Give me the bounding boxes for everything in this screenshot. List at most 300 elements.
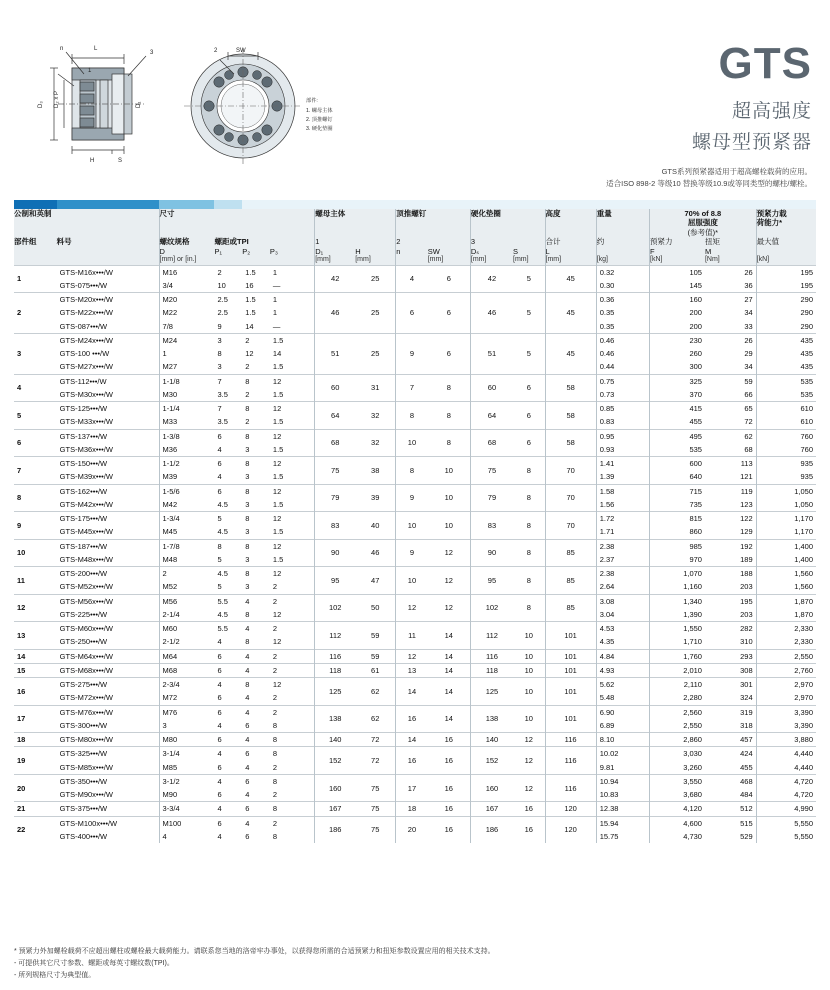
desc-line-1: GTS系列预紧器适用于超高螺栓载荷的应用。 [661, 167, 812, 176]
row-p3: 1.5 [272, 362, 284, 372]
row-thread-spec: 1 [159, 347, 214, 360]
row-screw-n: 14 [396, 678, 428, 706]
row-p3: 12 [270, 678, 315, 692]
row-torque: 62 [705, 429, 756, 443]
row-washer-s: 16 [513, 802, 545, 816]
row-part-number: GTS-M39x•••/W [59, 472, 113, 482]
sym-P1: P₁ [214, 246, 223, 256]
row-thread-spec: 2-3/4 [159, 678, 214, 692]
row-p1: 5.5 [214, 594, 242, 608]
row-screw-sw: 10 [428, 484, 471, 512]
row-p2: 4 [245, 693, 250, 703]
row-washer-ds: 79 [470, 484, 513, 512]
row-height-l: 45 [545, 333, 596, 374]
row-washer-s: 12 [513, 733, 545, 747]
row-max-capacity: 5,550 [756, 830, 816, 843]
row-p2: 2 [242, 333, 270, 347]
row-screw-sw: 6 [428, 333, 471, 374]
table-row [14, 747, 816, 761]
row-p2: 4 [242, 705, 270, 719]
row-nut-d1: 112 [315, 622, 356, 650]
sym-P2: P₂ [242, 246, 251, 256]
row-weight: 0.35 [596, 320, 649, 334]
row-part-number: GTS-137•••/W [57, 429, 159, 443]
row-group-number: 20 [14, 774, 57, 802]
row-p3: 12 [270, 512, 315, 526]
row-group-number: 21 [14, 802, 57, 816]
row-p3: 14 [272, 349, 282, 359]
row-torque: 33 [744, 321, 753, 331]
row-weight: 2.38 [596, 567, 649, 581]
footnote-3: - 所列规格尺寸为典型值。 [14, 972, 96, 980]
row-thread-spec: 2-1/2 [159, 635, 214, 649]
row-thread-spec: M72 [159, 691, 214, 705]
row-torque: 319 [705, 705, 756, 719]
row-p3: 12 [270, 374, 315, 388]
row-p3: 1.5 [272, 389, 284, 399]
row-part-number: GTS-187•••/W [57, 539, 159, 553]
row-thread-spec: 3-1/2 [159, 774, 214, 788]
row-washer-ds: 186 [470, 816, 513, 843]
row-screw-sw: 8 [428, 374, 471, 402]
row-p2: 8 [245, 609, 250, 619]
label-SW: SW [236, 48, 246, 54]
row-p3: 8 [270, 733, 315, 747]
row-preload: 3,680 [650, 788, 705, 802]
row-p1: 4.5 [217, 499, 228, 509]
row-max-capacity: 195 [756, 279, 816, 293]
row-height-l: 85 [545, 567, 596, 595]
row-weight: 3.04 [596, 608, 649, 622]
row-screw-n: 9 [396, 539, 428, 567]
unit-H: [mm] [355, 255, 371, 263]
row-max-capacity: 195 [756, 265, 816, 279]
row-group-number: 17 [14, 705, 57, 733]
row-part-number: GTS-125•••/W [57, 402, 159, 416]
row-p1: 3 [217, 362, 222, 372]
row-nut-d1: 140 [315, 733, 356, 747]
row-height-l: 116 [545, 774, 596, 802]
table-row [14, 678, 816, 692]
row-thread-spec: M24 [159, 333, 214, 347]
row-screw-n: 10 [396, 512, 428, 540]
grp-strength-l3: (参考值)* [687, 227, 719, 237]
row-preload: 735 [650, 498, 705, 512]
row-torque: 455 [740, 762, 753, 772]
footnote-1: * 预紧力外加螺栓载荷不应超出螺柱或螺栓最大载荷能力。请联系您当地的洛帝牢办事处，以获得您所需的合适预紧力和扭矩参数设置应用的相关技术支持。 [14, 948, 495, 956]
grp-capacity [756, 209, 816, 237]
row-nut-h: 62 [355, 705, 396, 733]
row-preload: 860 [650, 525, 705, 539]
row-preload: 2,010 [650, 663, 705, 677]
sub-col-3: 3 [470, 237, 545, 246]
row-screw-sw: 6 [428, 293, 471, 334]
row-washer-ds: 160 [470, 774, 513, 802]
row-part-number: GTS-375•••/W [57, 802, 159, 816]
row-washer-s: 8 [513, 457, 545, 485]
sub-pitch-tpi: 螺距或TPI [214, 237, 249, 247]
row-nut-h: 25 [355, 265, 396, 293]
row-torque: 129 [740, 527, 753, 537]
row-height-l: 120 [545, 802, 596, 816]
row-washer-ds: 140 [470, 733, 513, 747]
row-washer-s: 12 [513, 774, 545, 802]
row-screw-sw: 16 [428, 816, 471, 843]
row-thread-spec: M27 [159, 360, 214, 374]
row-p1: 6 [214, 429, 242, 443]
row-washer-ds: 64 [470, 402, 513, 430]
row-washer-s: 10 [513, 678, 545, 706]
row-max-capacity: 3,880 [756, 733, 816, 747]
group-header-row [14, 209, 816, 237]
row-height-l: 70 [545, 484, 596, 512]
row-torque: 26 [705, 265, 756, 279]
row-preload: 4,120 [650, 802, 705, 816]
row-preload: 1,160 [650, 580, 705, 594]
row-nut-h: 75 [355, 802, 396, 816]
row-group-number: 2 [14, 293, 57, 334]
row-height-l: 85 [545, 594, 596, 622]
table-row [14, 429, 816, 443]
row-group-number: 14 [14, 649, 57, 663]
row-washer-ds: 42 [470, 265, 513, 293]
row-part-number: GTS-400•••/W [59, 831, 108, 841]
row-p3: 1 [272, 308, 278, 318]
row-washer-s: 8 [513, 512, 545, 540]
table-row [14, 333, 816, 347]
row-thread-spec: 3/4 [159, 279, 214, 293]
desc-line-2: 适合ISO 898-2 等级10 替换等级10.9或等同类型的螺柱/螺栓。 [606, 179, 812, 188]
row-height-l: 120 [545, 816, 596, 843]
row-weight: 4.93 [596, 663, 649, 677]
accent-seg-1 [14, 200, 57, 209]
row-part-number: GTS-175•••/W [57, 512, 159, 526]
row-p3: — [272, 280, 281, 290]
row-thread-spec: M56 [159, 594, 214, 608]
row-thread-spec: M30 [159, 388, 214, 402]
unit-blank-2 [57, 256, 159, 265]
row-preload: 2,550 [650, 719, 705, 733]
row-part-number: GTS-M64x•••/W [57, 649, 159, 663]
row-p3: 2 [272, 790, 278, 800]
row-part-number: GTS-M52x•••/W [59, 582, 113, 592]
row-group-number: 13 [14, 622, 57, 650]
row-screw-sw: 6 [428, 265, 471, 293]
label-1: 1 [88, 68, 92, 74]
product-drawing [28, 30, 388, 180]
row-p2: 14 [245, 321, 254, 331]
row-group-number: 22 [14, 816, 57, 843]
row-p1: 3.5 [217, 417, 228, 427]
row-p1: 5 [217, 582, 222, 592]
row-nut-d1: 102 [315, 594, 356, 622]
row-thread-spec: M100 [159, 816, 214, 830]
row-max-capacity: 535 [756, 374, 816, 388]
row-thread-spec: M45 [159, 525, 214, 539]
table-row [14, 265, 816, 279]
row-max-capacity: 2,550 [756, 649, 816, 663]
row-p3: 1.5 [272, 499, 284, 509]
row-p1: 6 [214, 733, 242, 747]
row-nut-d1: 83 [315, 512, 356, 540]
row-p2: 8 [242, 374, 270, 388]
row-weight: 10.83 [596, 788, 649, 802]
row-nut-d1: 75 [315, 457, 356, 485]
row-thread-spec: 1-3/8 [159, 429, 214, 443]
row-nut-h: 32 [355, 429, 396, 457]
row-nut-h: 25 [355, 333, 396, 374]
row-preload: 1,760 [650, 649, 705, 663]
row-nut-h: 59 [355, 649, 396, 663]
row-torque: 34 [744, 362, 753, 372]
row-nut-d1: 125 [315, 678, 356, 706]
grp-hard-washer: 硬化垫圈 [470, 209, 545, 237]
row-p1: 2 [214, 265, 242, 279]
row-screw-n: 14 [396, 733, 428, 747]
row-p3: 2 [270, 816, 315, 830]
row-part-number: GTS-M33x•••/W [59, 417, 113, 427]
row-nut-h: 25 [355, 293, 396, 334]
row-washer-ds: 116 [470, 649, 513, 663]
row-washer-ds: 95 [470, 567, 513, 595]
row-p3: 2 [270, 594, 315, 608]
row-torque: 293 [705, 649, 756, 663]
row-screw-n: 20 [396, 816, 428, 843]
row-thread-spec: M22 [159, 306, 214, 319]
row-nut-d1: 68 [315, 429, 356, 457]
row-preload: 3,030 [650, 747, 705, 761]
row-preload: 260 [650, 347, 705, 360]
row-p2: 8 [242, 457, 270, 471]
row-part-number: GTS-087•••/W [59, 321, 108, 331]
row-nut-d1: 90 [315, 539, 356, 567]
row-torque: 203 [740, 582, 753, 592]
row-p1: 4.5 [214, 567, 242, 581]
label-H: H [90, 158, 95, 164]
row-p2: 1.5 [242, 293, 270, 307]
row-p1: 4 [217, 831, 222, 841]
row-torque: 515 [705, 816, 756, 830]
grp-strength-l1: 70% of 8.8 [684, 209, 722, 218]
unit-Ds: [mm] [470, 256, 513, 265]
row-preload: 715 [650, 484, 705, 498]
row-part-number: GTS-M85x•••/W [59, 762, 113, 772]
row-screw-n: 16 [396, 705, 428, 733]
row-torque: 282 [705, 622, 756, 636]
row-washer-ds: 60 [470, 374, 513, 402]
row-nut-h: 40 [355, 512, 396, 540]
row-screw-n: 16 [396, 747, 428, 775]
row-p2: 1.5 [245, 308, 256, 318]
row-screw-sw: 8 [428, 402, 471, 430]
row-washer-s: 8 [513, 484, 545, 512]
row-max-capacity: 4,440 [756, 747, 816, 761]
row-p1: 6 [214, 484, 242, 498]
row-p2: 2 [245, 362, 250, 372]
row-preload: 415 [650, 402, 705, 416]
row-p3: 12 [270, 484, 315, 498]
row-height-l: 116 [545, 747, 596, 775]
row-thread-spec: M36 [159, 443, 214, 457]
row-screw-n: 13 [396, 663, 428, 677]
row-p2: 8 [242, 539, 270, 553]
row-p1: 6 [214, 816, 242, 830]
sym-Ds: Dₛ [470, 247, 513, 256]
row-p2: 6 [242, 774, 270, 788]
row-p1: 8 [217, 349, 222, 359]
row-preload: 1,710 [650, 635, 705, 649]
row-nut-h: 38 [355, 457, 396, 485]
row-torque: 301 [705, 678, 756, 692]
row-preload: 2,560 [650, 705, 705, 719]
unit-kg: [kg] [596, 256, 649, 265]
unit-SW: [mm] [427, 255, 444, 263]
row-part-number: GTS-M22x•••/W [59, 308, 113, 318]
sym-kg-blank [596, 247, 649, 256]
row-washer-s: 5 [513, 265, 545, 293]
row-screw-n: 4 [396, 265, 428, 293]
legend-item-3: 3. 硬化垫圈 [306, 126, 333, 132]
grp-capacity-l1: 预紧力载 [756, 209, 787, 218]
row-preload: 455 [650, 415, 705, 429]
row-thread-spec: M60 [159, 622, 214, 636]
unit-n [396, 256, 428, 265]
row-thread-spec: 1-1/2 [159, 457, 214, 471]
grp-weight: 重量 [596, 209, 649, 237]
unit-blank-1 [14, 256, 57, 265]
row-group-number: 7 [14, 457, 57, 485]
sub-part-no: 料号 [56, 237, 72, 247]
row-screw-sw: 14 [428, 678, 471, 706]
row-p3: 8 [270, 774, 315, 788]
row-washer-s: 6 [513, 374, 545, 402]
row-weight: 15.94 [596, 816, 649, 830]
row-preload: 370 [650, 388, 705, 402]
row-p3: 2 [270, 649, 315, 663]
row-p3: 1.5 [272, 527, 284, 537]
row-part-number: GTS-M16x•••/W [57, 265, 159, 279]
row-weight: 0.46 [596, 347, 649, 360]
row-p1: 4 [214, 747, 242, 761]
row-p2: 4 [242, 649, 270, 663]
row-part-number: GTS-100 •••/W [59, 349, 110, 359]
row-part-number: GTS-M90x•••/W [59, 790, 113, 800]
table-row [14, 512, 816, 526]
row-screw-n: 9 [396, 333, 428, 374]
row-nut-d1: 42 [315, 265, 356, 293]
row-part-number: GTS-M48x•••/W [59, 554, 113, 564]
row-screw-n: 11 [396, 622, 428, 650]
row-nut-d1: 60 [315, 374, 356, 402]
grp-strength-l2: 屈服强度 [687, 218, 718, 228]
row-weight: 0.30 [596, 279, 649, 293]
row-preload: 2,110 [650, 678, 705, 692]
row-preload: 4,730 [650, 830, 705, 843]
row-p1: 6 [214, 705, 242, 719]
row-p2: 4 [242, 816, 270, 830]
row-height-l: 101 [545, 663, 596, 677]
row-p1: 6 [214, 663, 242, 677]
row-group-number: 16 [14, 678, 57, 706]
row-part-number: GTS-M20x•••/W [57, 293, 159, 307]
row-p3: 1.5 [272, 417, 284, 427]
row-preload: 1,340 [650, 594, 705, 608]
row-torque: 36 [744, 280, 753, 290]
accent-seg-4 [214, 200, 242, 209]
row-thread-spec: M20 [159, 293, 214, 307]
grp-height: 高度 [545, 209, 596, 237]
row-torque: 195 [705, 594, 756, 608]
row-group-number: 6 [14, 429, 57, 457]
row-p3: 1 [270, 293, 315, 307]
row-p2: 6 [242, 802, 270, 816]
row-p2: 3 [245, 554, 250, 564]
row-weight: 1.41 [596, 457, 649, 471]
label-L: L [94, 46, 98, 52]
grp-push-screw: 顶推螺钉 [396, 209, 471, 237]
row-height-l: 101 [545, 705, 596, 733]
row-preload: 985 [650, 539, 705, 553]
row-screw-sw: 10 [428, 457, 471, 485]
row-weight: 8.10 [596, 733, 649, 747]
row-p1: 6 [217, 762, 222, 772]
row-nut-h: 31 [355, 374, 396, 402]
row-p1: 5 [214, 512, 242, 526]
row-height-l: 45 [545, 293, 596, 334]
row-nut-d1: 51 [315, 333, 356, 374]
row-weight: 1.58 [596, 484, 649, 498]
row-nut-d1: 167 [315, 802, 356, 816]
table-row [14, 567, 816, 581]
row-weight: 4.84 [596, 649, 649, 663]
row-part-number: GTS-M72x•••/W [59, 693, 113, 703]
row-washer-s: 5 [513, 293, 545, 334]
grp-dimensions: 尺寸 [159, 209, 315, 237]
row-p2: 4 [245, 790, 250, 800]
row-p3: 12 [272, 609, 282, 619]
row-p2: 6 [245, 720, 250, 730]
row-weight: 15.75 [596, 830, 649, 843]
row-washer-ds: 75 [470, 457, 513, 485]
unit-D1: [mm] [315, 256, 356, 265]
drawing-svg [28, 30, 388, 180]
row-preload: 1,550 [650, 622, 705, 636]
row-nut-d1: 64 [315, 402, 356, 430]
table-row [14, 774, 816, 788]
row-preload: 3,260 [650, 761, 705, 775]
row-nut-d1: 118 [315, 663, 356, 677]
sub-preload: 预紧力 [650, 237, 705, 246]
row-nut-h: 61 [355, 663, 396, 677]
row-part-number: GTS-M27x•••/W [59, 362, 113, 372]
row-nut-h: 62 [355, 678, 396, 706]
row-p2: 16 [245, 280, 254, 290]
row-height-l: 58 [545, 429, 596, 457]
row-max-capacity: 1,050 [756, 484, 816, 498]
sub-header-row [14, 237, 816, 246]
row-torque: 68 [744, 444, 753, 454]
legend-item-2: 2. 顶推螺钉 [306, 117, 333, 123]
sym-D1: D₁ [315, 247, 356, 256]
row-part-number: GTS-M80x•••/W [57, 733, 159, 747]
row-preload: 970 [650, 553, 705, 567]
row-p3: 12 [270, 567, 315, 581]
row-part-number: GTS-075•••/W [59, 280, 108, 290]
row-part-number: GTS-M24x•••/W [57, 333, 159, 347]
row-max-capacity: 290 [756, 306, 816, 319]
sub-torque: 扭矩 [704, 237, 720, 247]
row-thread-spec: 1-1/4 [159, 402, 214, 416]
